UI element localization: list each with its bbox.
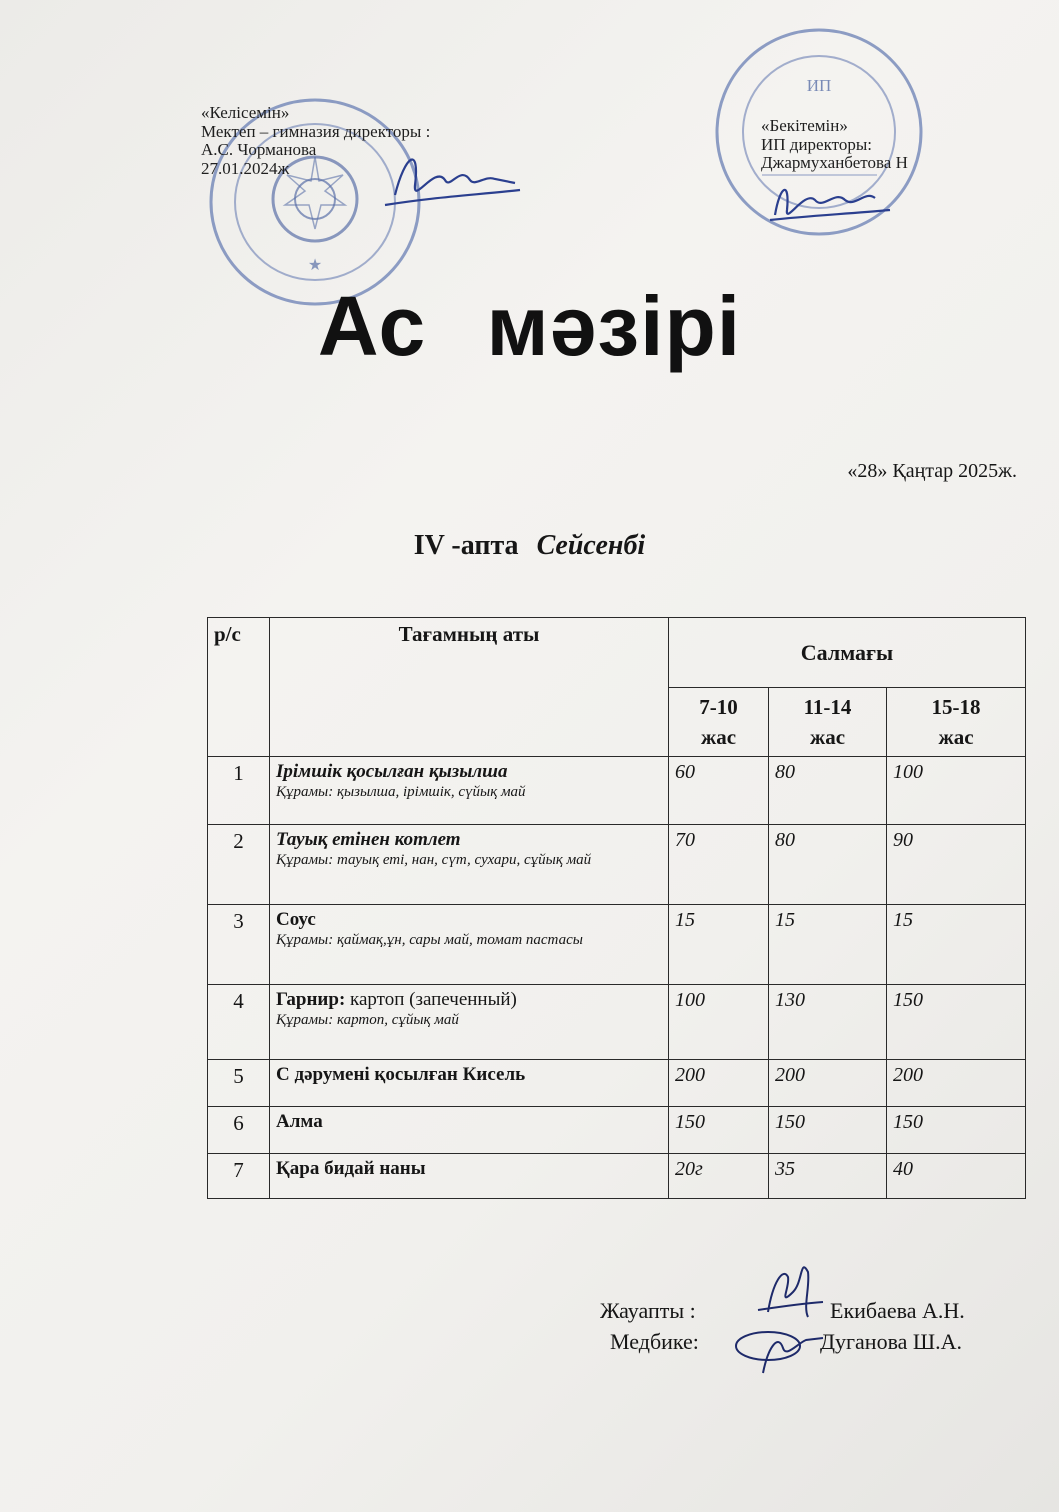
weight-11-14: 35 — [769, 1154, 887, 1199]
responsible-signature — [748, 1252, 828, 1327]
weight-7-10: 20г — [669, 1154, 769, 1199]
dish-name: Гарнир: картоп (запеченный) — [276, 989, 517, 1010]
approval-right-line3: Джармуханбетова Н — [761, 153, 908, 172]
weight-11-14: 80 — [769, 825, 887, 905]
age-group-2: 11-14 жас — [769, 688, 887, 757]
weight-15-18: 40 — [887, 1154, 1026, 1199]
weight-15-18: 15 — [887, 905, 1026, 985]
svg-text:★: ★ — [307, 257, 323, 274]
dish-cell — [270, 1154, 669, 1199]
table-row — [208, 757, 1026, 825]
row-number: 4 — [208, 985, 270, 1060]
approval-left-line2: Мектеп – гимназия директоры : — [201, 121, 431, 141]
dish-cell — [270, 1107, 669, 1154]
nurse-signature — [728, 1318, 828, 1378]
weight-7-10: 200 — [669, 1060, 769, 1107]
nurse-label: Медбике: — [610, 1329, 699, 1354]
weight-15-18: 90 — [887, 825, 1026, 905]
approval-right-line2: ИП директоры: — [761, 134, 872, 154]
weight-11-14: 200 — [769, 1060, 887, 1107]
table-row — [208, 1154, 1026, 1199]
row-number: 3 — [208, 905, 270, 985]
approval-right-line1: «Бекітемін» — [761, 116, 848, 135]
dish-ingredients: Құрамы: тауық еті, нан, сүт, сухари, сұйық май — [276, 852, 592, 868]
table-row — [208, 905, 1026, 985]
weight-15-18: 150 — [887, 1107, 1026, 1154]
nurse-name: Дуганова Ш.А. — [820, 1329, 963, 1354]
stamp-ip-text: ИП — [806, 76, 832, 95]
responsible-name: Екибаева А.Н. — [830, 1298, 965, 1323]
dish-name: Соус — [276, 909, 316, 930]
dish-cell — [270, 1060, 669, 1107]
weight-11-14: 80 — [769, 757, 887, 825]
dish-cell — [270, 825, 669, 905]
weight-11-14: 15 — [769, 905, 887, 985]
header-weight: Салмағы — [669, 618, 1026, 688]
dish-cell — [270, 985, 669, 1060]
table-row — [208, 1107, 1026, 1154]
dish-name: Тауық етінен котлет — [276, 829, 461, 850]
dish-name: С дәрумені қосылған Кисель — [276, 1064, 526, 1085]
page-title: Ас мәзірі — [317, 279, 742, 373]
dish-ingredients: Құрамы: қызылша, ірімшік, сүйық май — [276, 784, 526, 800]
row-number: 6 — [208, 1107, 270, 1154]
weight-7-10: 15 — [669, 905, 769, 985]
responsible-label: Жауапты : — [600, 1298, 696, 1323]
weight-7-10: 100 — [669, 985, 769, 1060]
row-number: 1 — [208, 757, 270, 825]
dish-name: Ірімшік қосылған қызылша — [276, 761, 508, 782]
age-group-3: 15-18 жас — [887, 688, 1026, 757]
row-number: 5 — [208, 1060, 270, 1107]
age-group-1: 7-10 жас — [669, 688, 769, 757]
approval-left-line1: «Келісемін» — [201, 103, 290, 122]
dish-cell — [270, 757, 669, 825]
dish-cell — [270, 905, 669, 985]
header-dish-name: Тағамның аты — [270, 618, 669, 757]
dish-name: Қара бидай наны — [276, 1158, 426, 1179]
dish-ingredients: Құрамы: картоп, сұйық май — [276, 1012, 459, 1028]
table-row — [208, 825, 1026, 905]
approval-left-line3: А.С. Чорманова — [201, 140, 317, 159]
weight-15-18: 100 — [887, 757, 1026, 825]
menu-table — [207, 617, 1026, 1199]
week-day: Сейсенбі — [536, 530, 646, 561]
dish-name: Алма — [276, 1111, 323, 1132]
weight-7-10: 150 — [669, 1107, 769, 1154]
director-signature-right — [765, 170, 895, 240]
table-row — [208, 1060, 1026, 1107]
approval-left-line4: 27.01.2024ж — [201, 158, 290, 178]
row-number: 7 — [208, 1154, 270, 1199]
director-signature-left — [375, 135, 525, 225]
weight-7-10: 70 — [669, 825, 769, 905]
table-header-row — [208, 618, 1026, 688]
weight-11-14: 150 — [769, 1107, 887, 1154]
weight-15-18: 150 — [887, 985, 1026, 1060]
weight-7-10: 60 — [669, 757, 769, 825]
table-row — [208, 985, 1026, 1060]
weight-11-14: 130 — [769, 985, 887, 1060]
week-label: IV -апта — [413, 530, 519, 561]
row-number: 2 — [208, 825, 270, 905]
approval-right-block — [761, 117, 908, 173]
dish-ingredients: Құрамы: қаймақ,ұн, сары май, томат пастасы — [276, 932, 583, 948]
header-number: р/с — [208, 618, 270, 757]
week-heading — [0, 530, 1059, 562]
menu-date: «28» Қаңтар 2025ж. — [847, 460, 1017, 482]
weight-15-18: 200 — [887, 1060, 1026, 1107]
